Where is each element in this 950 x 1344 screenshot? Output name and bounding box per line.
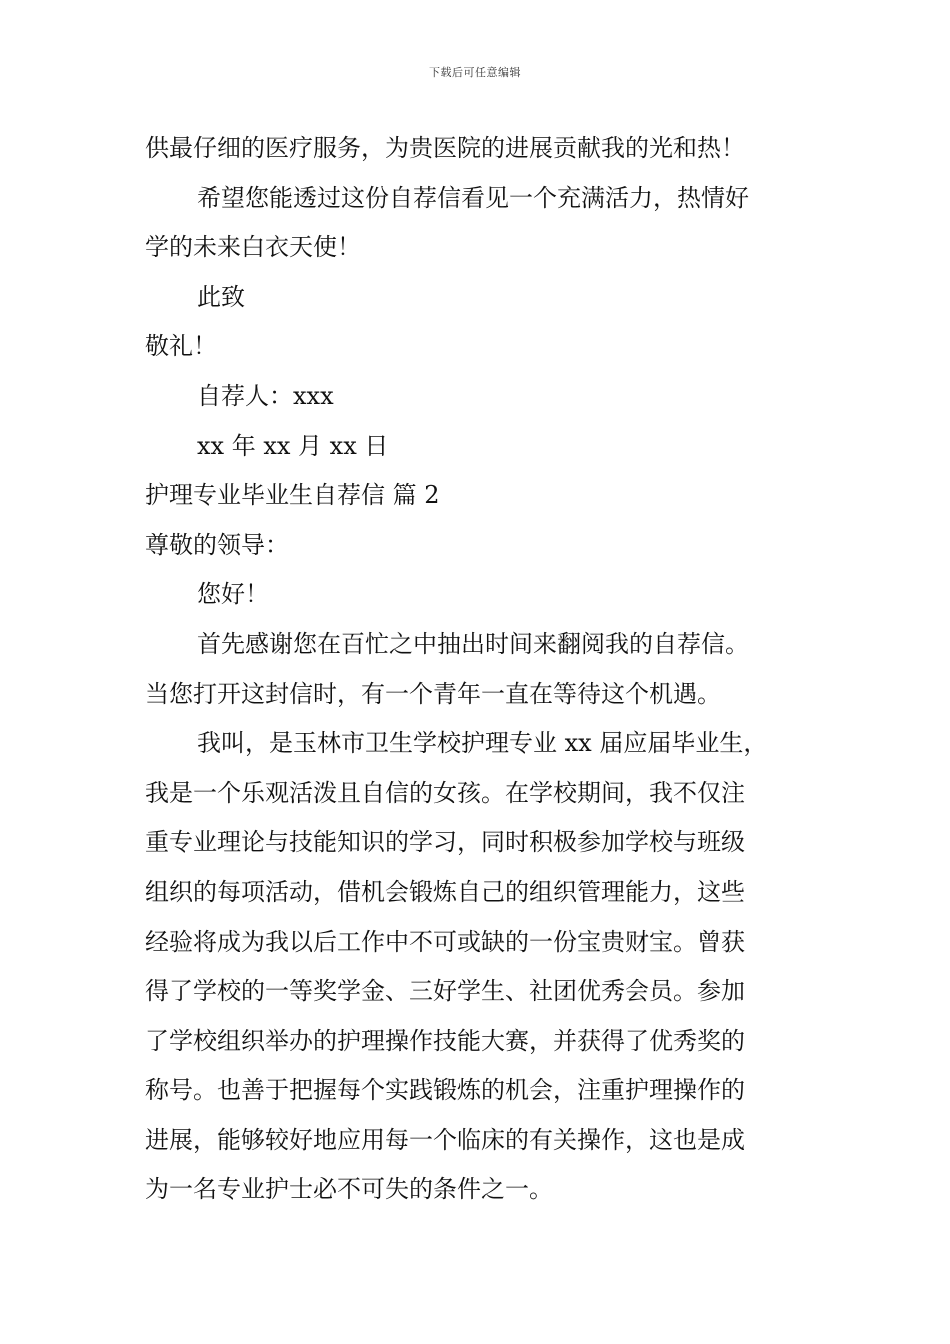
text-line: 了学校组织举办的护理操作技能大赛，并获得了优秀奖的 xyxy=(145,1026,745,1055)
text-line: 当您打开这封信时，有一个青年一直在等待这个机遇。 xyxy=(145,679,721,708)
text-line: 进展，能够较好地应用每一个临床的有关操作，这也是成 xyxy=(145,1125,745,1154)
salutation: 尊敬的领导： xyxy=(145,530,289,559)
text-line: 重专业理论与技能知识的学习，同时积极参加学校与班级 xyxy=(145,828,745,857)
text-line: 学的未来白衣天使！ xyxy=(145,233,361,262)
text-line: 称号。也善于把握每个实践锻炼的机会，注重护理操作的 xyxy=(145,1076,745,1105)
text-line: 组织的每项活动，借机会锻炼自己的组织管理能力，这些 xyxy=(145,877,745,906)
text-line: xx 年 xx 月 xx 日 xyxy=(197,431,389,460)
text-line: 经验将成为我以后工作中不可或缺的一份宝贵财宝。曾获 xyxy=(145,927,745,956)
text-line: 自荐人：xxx xyxy=(197,381,334,410)
text-line: 希望您能透过这份自荐信看见一个充满活力，热情好 xyxy=(197,183,749,212)
text-line: 我是一个乐观活泼且自信的女孩。在学校期间，我不仅注 xyxy=(145,778,745,807)
text-line: 首先感谢您在百忙之中抽出时间来翻阅我的自荐信。 xyxy=(197,629,749,658)
text-line: 此致 xyxy=(197,282,245,311)
document-body xyxy=(145,124,810,1215)
text-line: 敬礼！ xyxy=(145,332,217,361)
text-line: 供最仔细的医疗服务，为贵医院的进展贡献我的光和热！ xyxy=(145,134,745,162)
text-line: 得了学校的一等奖学金、三好学生、社团优秀会员。参加 xyxy=(145,977,745,1006)
page-header: 下载后可任意编辑 xyxy=(429,66,521,79)
greeting: 您好！ xyxy=(197,580,269,609)
section-heading: 护理专业毕业生自荐信 篇 2 xyxy=(145,481,440,510)
text-line: 为一名专业护士必不可失的条件之一。 xyxy=(145,1175,553,1204)
text-line: 我叫，是玉林市卫生学校护理专业 xx 届应届毕业生， xyxy=(197,729,768,758)
